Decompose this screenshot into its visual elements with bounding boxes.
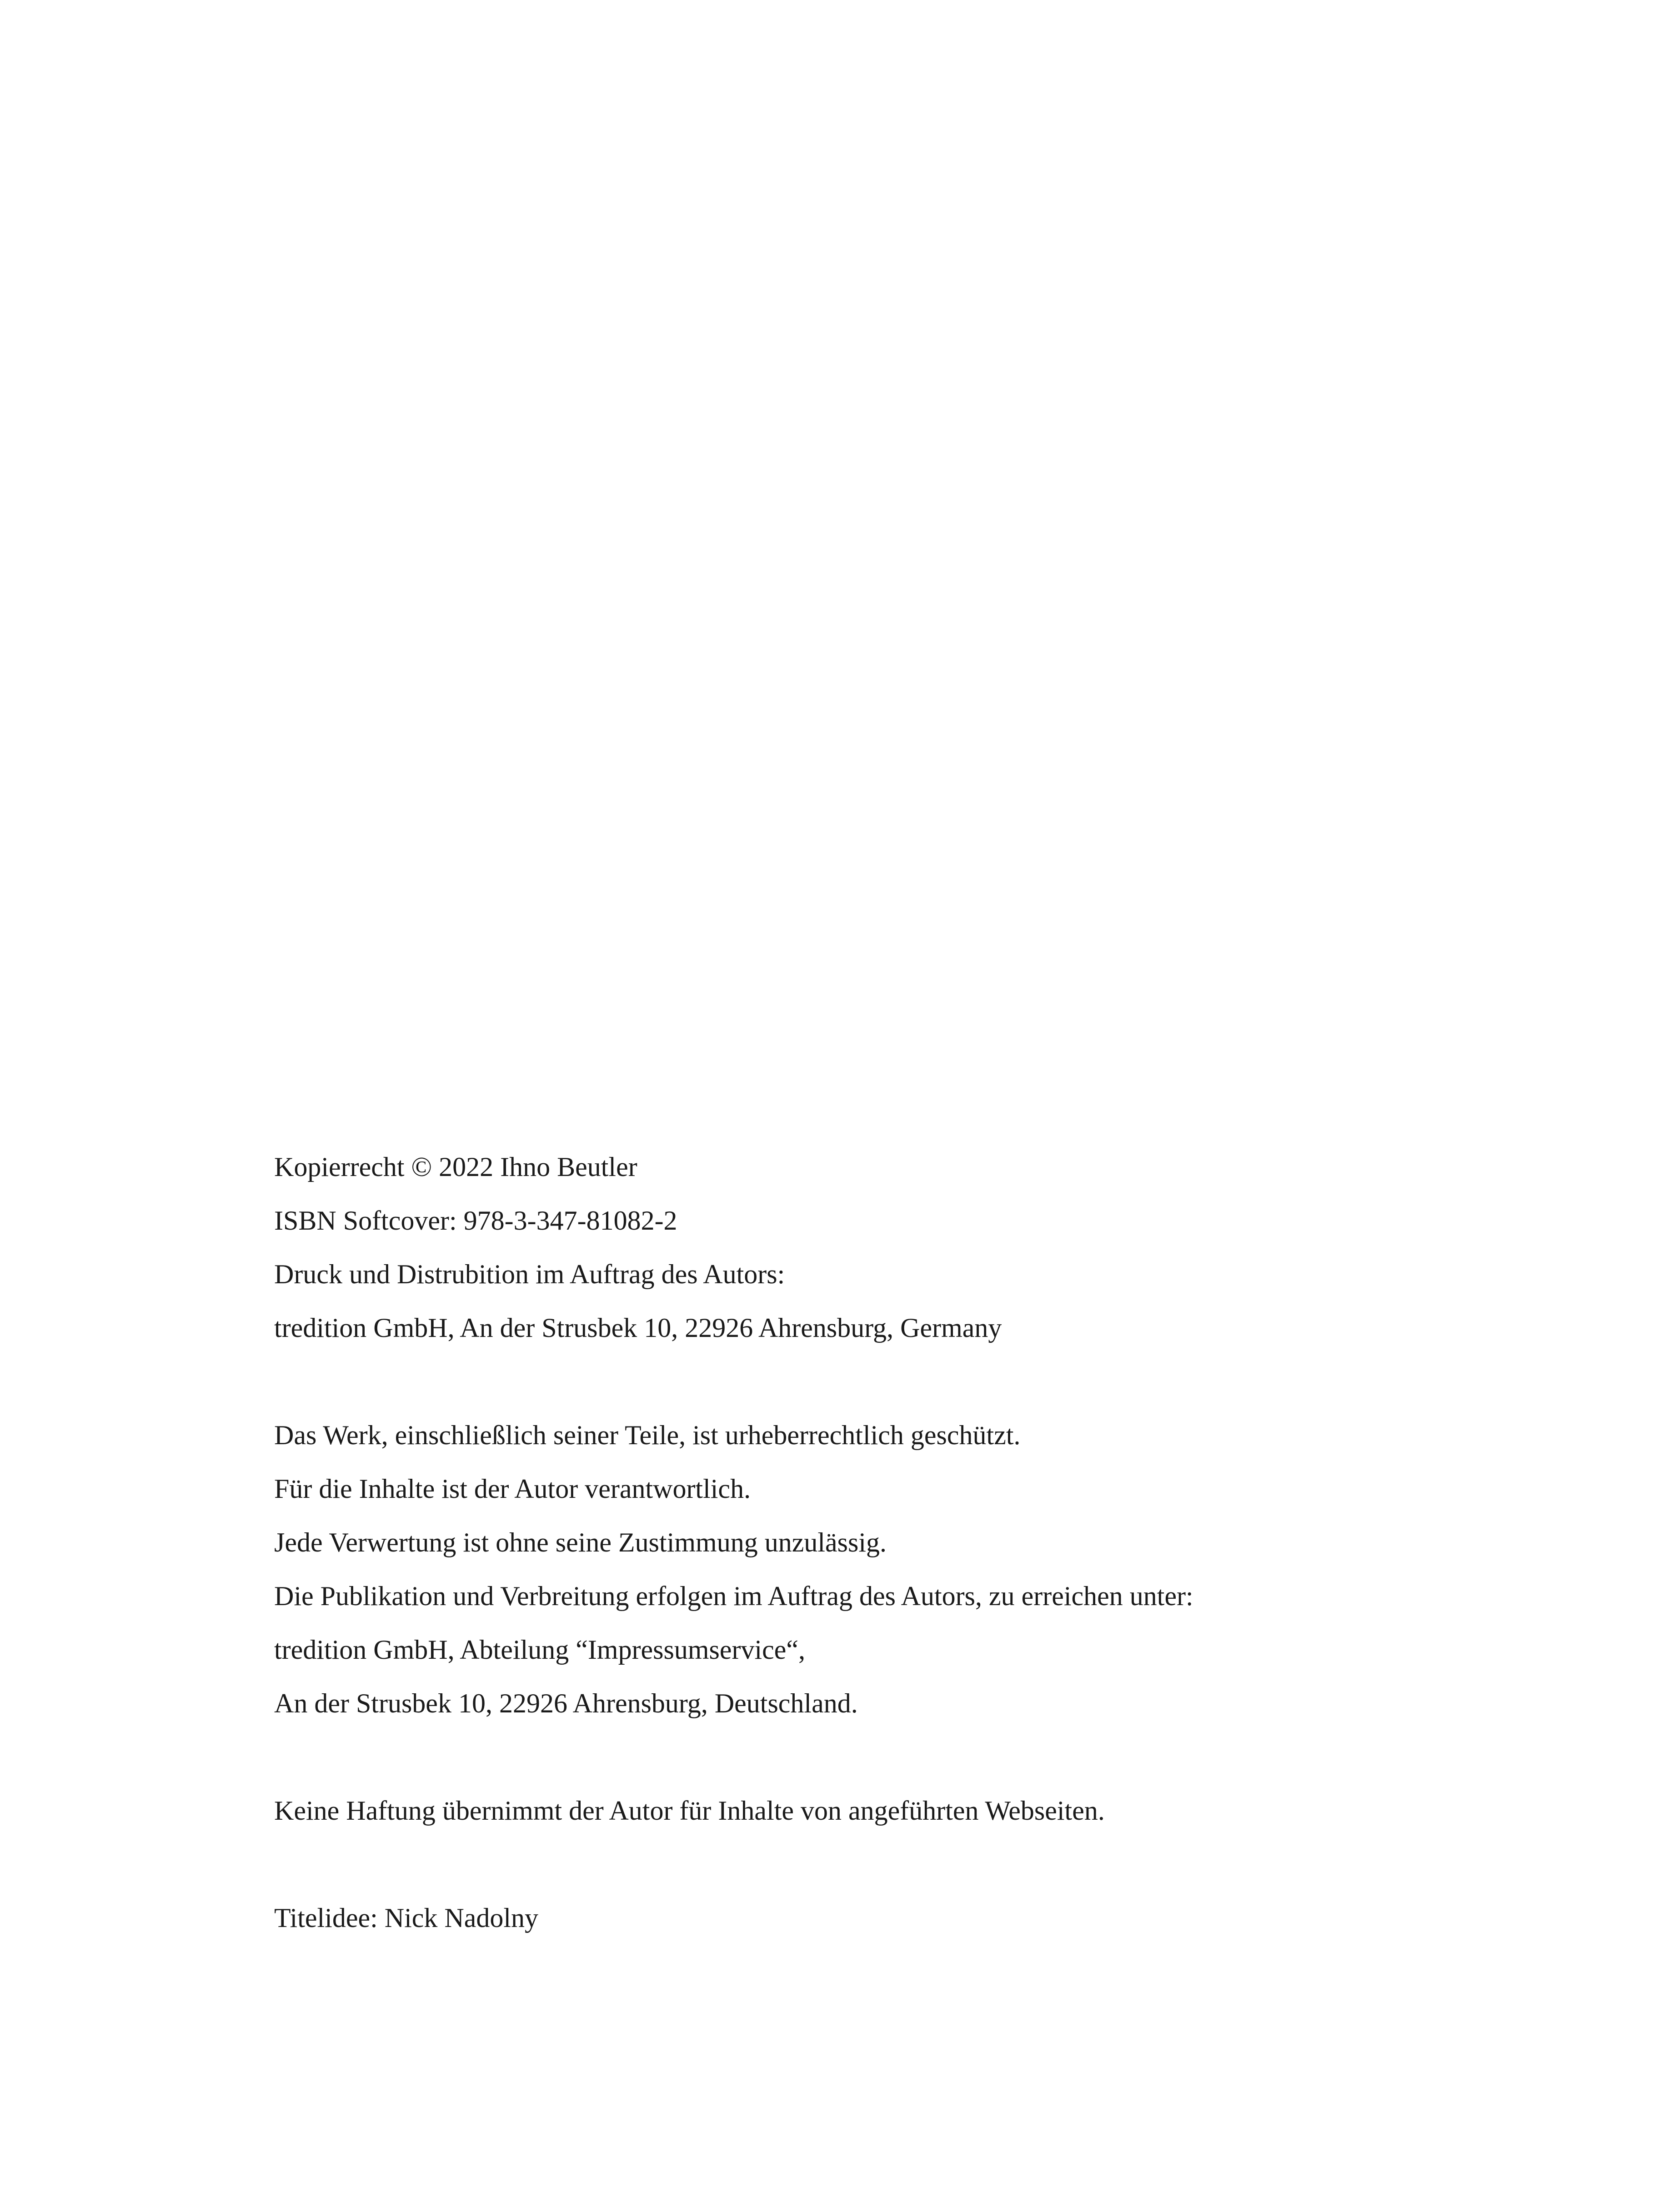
imprint-block xyxy=(274,1140,1593,1945)
liability-line: Keine Haftung übernimmt der Autor für Inhalte von angeführten Webseiten. xyxy=(274,1796,1105,1826)
copyright-line: Kopierrecht © 2022 Ihno Beutler xyxy=(274,1152,637,1182)
publication-line: Die Publikation und Verbreitung erfolgen im Auftrag des Autors, zu erreichen unter: xyxy=(274,1581,1193,1611)
responsibility-line: Für die Inhalte ist der Autor verantwortlich. xyxy=(274,1474,751,1504)
isbn-line: ISBN Softcover: 978-3-347-81082-2 xyxy=(274,1206,677,1236)
paragraph-gap xyxy=(274,1730,1593,1784)
paragraph-gap xyxy=(274,1355,1593,1408)
copyright-notice-line: Das Werk, einschließlich seiner Teile, ist urheberrechtlich geschützt. xyxy=(274,1420,1021,1450)
department-line: tredition GmbH, Abteilung “Impressumservice“, xyxy=(274,1635,806,1665)
address-line: An der Strusbek 10, 22926 Ahrensburg, Deutschland. xyxy=(274,1688,858,1718)
consent-line: Jede Verwertung ist ohne seine Zustimmung unzulässig. xyxy=(274,1527,887,1557)
paragraph-gap xyxy=(274,1837,1593,1891)
print-distribution-line: Druck und Distrubition im Auftrag des Autors: xyxy=(274,1259,785,1289)
title-idea-line: Titelidee: Nick Nadolny xyxy=(274,1903,539,1933)
publisher-address-line: tredition GmbH, An der Strusbek 10, 22926 Ahrensburg, Germany xyxy=(274,1313,1002,1343)
